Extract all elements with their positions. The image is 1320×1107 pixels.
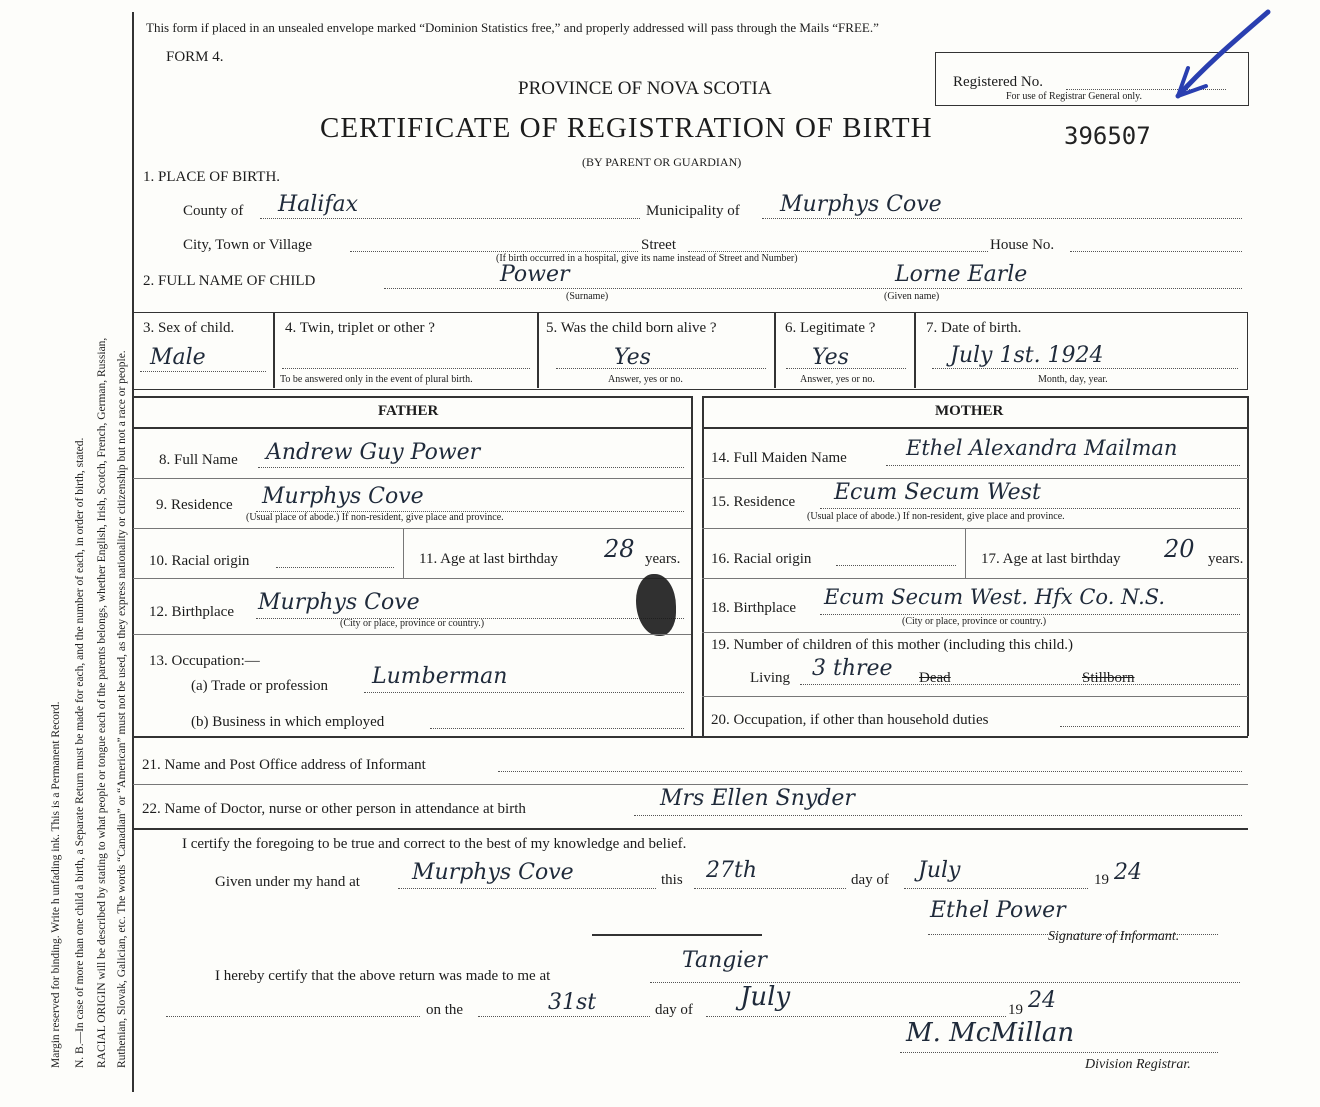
stillborn-label: Stillborn [1082, 670, 1135, 686]
child-name-label: 2. FULL NAME OF CHILD [143, 273, 316, 289]
municipality-value: Murphys Cove [780, 192, 942, 217]
legitimate-label: 6. Legitimate ? [785, 320, 876, 336]
given-under-label: Given under my hand at [215, 874, 360, 890]
mother-residence-value: Ecum Secum West [834, 480, 1041, 505]
given-month-value: July [918, 858, 961, 883]
born-alive-value: Yes [614, 345, 651, 370]
legitimate-value: Yes [812, 345, 849, 370]
father-age-years: years. [645, 551, 681, 567]
child-given-name: Lorne Earle [895, 262, 1028, 287]
mother-age-years: years. [1208, 551, 1244, 567]
form-left-border [132, 12, 134, 1092]
born-alive-caption: Answer, yes or no. [608, 374, 683, 385]
twin-label: 4. Twin, triplet or other ? [285, 320, 435, 336]
father-racial-label: 10. Racial origin [149, 553, 250, 569]
registrar-day-of-label: day of [655, 1002, 693, 1018]
registered-label: Registered No. [953, 74, 1043, 90]
father-residence-caption: (Usual place of abode.) If non-resident, give place and province. [246, 512, 504, 523]
given-place-value: Murphys Cove [412, 860, 574, 885]
mother-name-label: 14. Full Maiden Name [711, 450, 847, 466]
father-business-label: (b) Business in which employed [191, 714, 385, 730]
registrar-certify-text: I hereby certify that the above return was made to me at [215, 968, 551, 984]
mother-birthplace-caption: (City or place, province or country.) [902, 616, 1047, 627]
legitimate-caption: Answer, yes or no. [800, 374, 875, 385]
municipality-label: Municipality of [646, 203, 740, 219]
date-of-birth-label: 7. Date of birth. [926, 320, 1022, 336]
living-value: 3 three [812, 656, 893, 681]
mother-occupation-label: 20. Occupation, if other than household duties [711, 712, 989, 728]
attendant-label: 22. Name of Doctor, nurse or other person in attendance at birth [142, 801, 526, 817]
registrar-signature: M. McMillan [906, 1018, 1075, 1048]
registrar-day-value: 31st [548, 990, 597, 1015]
this-label: this [661, 872, 683, 888]
form-number: FORM 4. [166, 49, 224, 65]
mother-residence-label: 15. Residence [711, 494, 796, 510]
registrar-use-note: For use of Registrar General only. [1006, 91, 1142, 102]
mother-birthplace-label: 18. Birthplace [711, 600, 796, 616]
house-number-label: House No. [990, 237, 1055, 253]
dead-label: Dead [919, 670, 951, 686]
father-residence-value: Murphys Cove [262, 484, 424, 509]
twin-note: To be answered only in the event of plural birth. [280, 374, 473, 385]
living-label: Living [750, 670, 790, 686]
place-of-birth-heading: 1. PLACE OF BIRTH. [143, 169, 281, 185]
informant-signature: Ethel Power [930, 898, 1066, 923]
given-name-caption: (Given name) [884, 291, 940, 302]
date-of-birth-caption: Month, day, year. [1038, 374, 1108, 385]
check-mark-icon [1168, 8, 1278, 108]
surname-caption: (Surname) [566, 291, 609, 302]
mother-heading: MOTHER [935, 403, 1004, 419]
informant-label: 21. Name and Post Office address of Informant [142, 757, 426, 773]
father-birthplace-value: Murphys Cove [258, 590, 420, 615]
father-trade-label: (a) Trade or profession [191, 678, 329, 694]
father-name-label: 8. Full Name [159, 452, 238, 468]
father-name-value: Andrew Guy Power [266, 440, 481, 465]
sex-value: Male [150, 345, 206, 370]
mother-racial-label: 16. Racial origin [711, 551, 812, 567]
province-heading: PROVINCE OF NOVA SCOTIA [518, 78, 772, 99]
mother-children-label: 19. Number of children of this mother (including this child.) [711, 637, 1074, 653]
mother-birthplace-value: Ecum Secum West. Hfx Co. N.S. [824, 585, 1166, 609]
ink-blot [636, 574, 676, 636]
sex-label: 3. Sex of child. [143, 320, 235, 336]
informant-signature-caption: Signature of Informant. [1048, 929, 1180, 944]
stamped-registration-number: 396507 [1064, 122, 1151, 150]
registrar-year-value: 24 [1028, 988, 1056, 1013]
father-heading: FATHER [378, 403, 439, 419]
certificate-title: CERTIFICATE OF REGISTRATION OF BIRTH [320, 112, 933, 144]
father-birthplace-label: 12. Birthplace [149, 604, 234, 620]
mother-age-value: 20 [1164, 535, 1195, 563]
child-surname: Power [500, 262, 570, 287]
margin-note-1: Margin reserved for binding. Write h unfading ink. This is a Permanent Record. [50, 701, 62, 1068]
margin-note-3: RACIAL ORIGIN will be described by stating to what people or tongue each of the parents belongs, whether English, Irish, Scotch, French, German, Russian, [96, 337, 108, 1068]
father-trade-value: Lumberman [372, 664, 508, 689]
margin-note-4: Ruthenian, Slovak, Galician, etc. The words “Canadian” or “American” must not be used, as they express nationality or citizenship but not a race or people. [116, 350, 128, 1068]
father-residence-label: 9. Residence [156, 497, 233, 513]
informant-day-of-label: day of [851, 872, 889, 888]
hospital-note: (If birth occurred in a hospital, give its name instead of Street and Number) [496, 253, 798, 264]
registrar-caption: Division Registrar. [1085, 1057, 1191, 1072]
born-alive-label: 5. Was the child born alive ? [546, 320, 717, 336]
on-the-label: on the [426, 1002, 464, 1018]
informant-year-prefix: 19 [1094, 872, 1109, 888]
father-age-value: 28 [604, 535, 635, 563]
city-label: City, Town or Village [183, 237, 313, 253]
margin-note-2: N. B.—In case of more than one child a birth, a Separate Return must be made for each, and the number of each, in order of birth, stated. [74, 437, 86, 1068]
registrar-year-prefix: 19 [1008, 1002, 1023, 1018]
father-occupation-label: 13. Occupation:— [149, 653, 260, 669]
county-label: County of [183, 203, 244, 219]
father-birthplace-caption: (City or place, province or country.) [340, 618, 485, 629]
certificate-subtitle: (BY PARENT OR GUARDIAN) [582, 155, 742, 169]
informant-certify-text: I certify the foregoing to be true and correct to the best of my knowledge and belief. [182, 836, 687, 852]
given-day-value: 27th [706, 858, 758, 883]
street-label: Street [641, 237, 676, 253]
county-value: Halifax [278, 192, 359, 217]
registrar-place-value: Tangier [682, 948, 767, 973]
date-of-birth-value: July 1st. 1924 [950, 343, 1104, 368]
father-age-label: 11. Age at last birthday [419, 551, 558, 567]
mother-residence-caption: (Usual place of abode.) If non-resident, give place and province. [807, 511, 1065, 522]
attendant-value: Mrs Ellen Snyder [660, 786, 855, 811]
mother-age-label: 17. Age at last birthday [981, 551, 1121, 567]
free-mail-note: This form if placed in an unsealed envelope marked “Dominion Statistics free,” and properly addressed will pass through the Mails “FREE.” [146, 20, 879, 35]
mother-name-value: Ethel Alexandra Mailman [906, 436, 1178, 460]
informant-year-value: 24 [1114, 860, 1142, 885]
registrar-month-value: July [740, 982, 791, 1012]
